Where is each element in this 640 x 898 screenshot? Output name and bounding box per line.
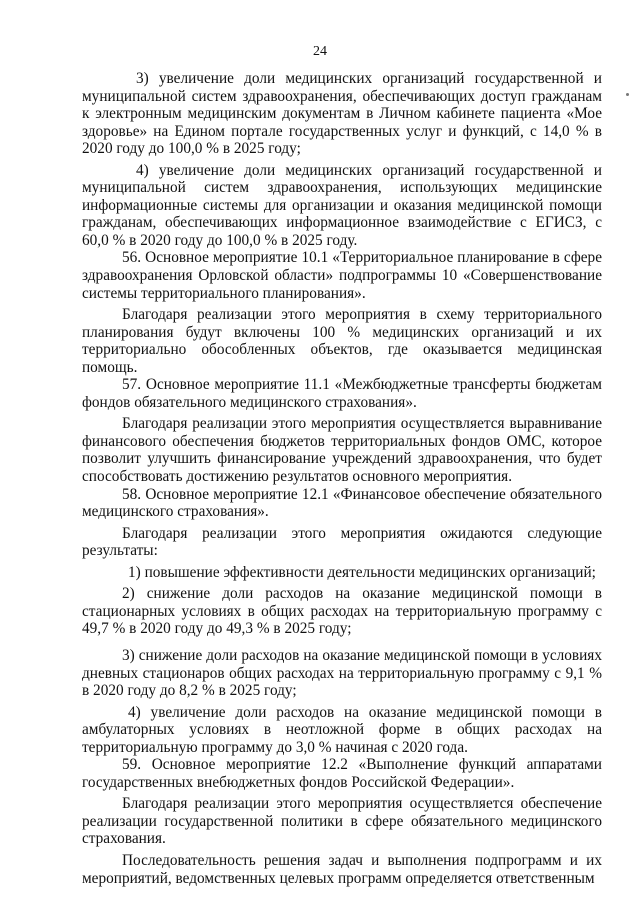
paragraph-57-body: Благодаря реализации этого мероприятия осуществляется выравнивание финансового обеспечения бюджетов территориальных фондов ОМС, которое позволит улучшить финансирование учреждений здравоохранения, что будет способствовать достижению результатов основного мероприятия. — [82, 415, 602, 486]
result-item-2: 2) снижение доли расходов на оказание медицинской помощи в стационарных условиях в общих расходах на территориальную программу с 49,7 % в 2020 году до 49,3 % в 2025 году; — [82, 585, 602, 638]
margin-mark — [626, 93, 629, 96]
result-item-3: 3) снижение доли расходов на оказание медицинской помощи в условиях дневных стационаров общих расходах на территориальную программу с 9,1 % в 2020 году до 8,2 % в 2025 году; — [82, 646, 602, 700]
paragraph-59-body: Благодаря реализации этого мероприятия осуществляется обеспечение реализации государственной политики в сфере обязательного медицинского страхования. — [82, 795, 602, 848]
paragraph-57-heading: 57. Основное мероприятие 11.1 «Межбюджетные трансферты бюджетам фондов обязательного медицинского страхования». — [82, 376, 602, 411]
paragraph-item-3-portal: 3) увеличение доли медицинских организаций государственной и муниципальной систем здравоохранения, обеспечивающих доступ гражданам к электронным медицинским документам в Личном кабинете пациента «Мое здоровье» на Едином портале государственных услуг и функций, с 14,0 % в 2020 году до 100,0 % в 2025 году; — [82, 70, 602, 158]
paragraph-56-body: Благодаря реализации этого мероприятия в схему территориального планирования будут включены 100 % медицинских организаций и их территориально обособленных объектов, где оказывается медицинская помощь. — [82, 306, 602, 376]
paragraph-closing: Последовательность решения задач и выполнения подпрограмм и их мероприятий, ведомственных целевых программ определяется ответственным — [82, 851, 602, 887]
page-number: 24 — [313, 44, 327, 59]
paragraph-59-heading: 59. Основное мероприятие 12.2 «Выполнение функций аппаратами государственных внебюджетных фондов Российской Федерации». — [82, 756, 602, 791]
paragraph-item-4-mis: 4) увеличение доли медицинских организаций государственной и муниципальной систем здравоохранения, использующих медицинские информационные системы для организации и оказания медицинской помощи гражданам, обеспечивающих информационное взаимодействие с ЕГИСЗ, с 60,0 % в 2020 году до 100,0 % в 2025 году. — [82, 161, 602, 249]
document-body — [82, 70, 602, 887]
paragraph-56-heading: 56. Основное мероприятие 10.1 «Территориальное планирование в сфере здравоохранения Орловской области» подпрограммы 10 «Совершенствование системы территориального планирования». — [82, 249, 602, 302]
paragraph-58-heading: 58. Основное мероприятие 12.1 «Финансовое обеспечение обязательного медицинского страхования». — [82, 485, 602, 521]
paragraph-58-body: Благодаря реализации этого мероприятия ожидаются следующие результаты: — [82, 524, 602, 560]
result-item-4: 4) увеличение доли расходов на оказание медицинской помощи в амбулаторных условиях в неотложной форме в общих расходах на территориальную программу до 3,0 % начиная с 2020 года. — [82, 703, 602, 756]
result-item-1: 1) повышение эффективности деятельности медицинских организаций; — [128, 563, 596, 581]
